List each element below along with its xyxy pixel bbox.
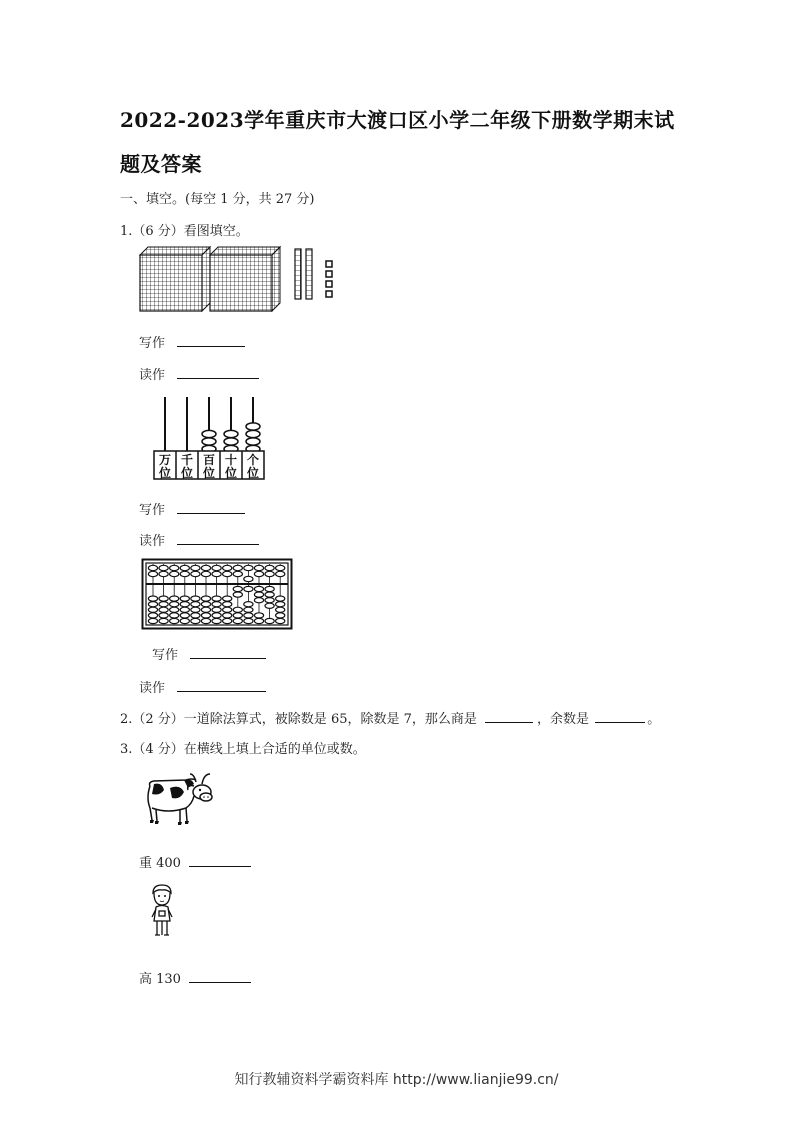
question-2-text: 2.（2 分）一道除法算式，被除数是 65，除数是 7，那么商是 (120, 712, 477, 727)
answer-blank-height[interactable] (189, 968, 251, 983)
write-row-1 (139, 332, 245, 351)
abacus-bead (254, 592, 263, 597)
abacus-bead (170, 565, 179, 570)
abacus-bead (223, 607, 232, 612)
abacus-bead (265, 565, 274, 570)
abacus-bead (180, 596, 189, 601)
abacus-bead (223, 571, 232, 576)
abacus-bead (254, 598, 263, 603)
abacus-bead (180, 618, 189, 623)
thousand-cube-1 (140, 247, 210, 311)
read-row-3 (139, 677, 266, 696)
abacus-bead (170, 618, 179, 623)
abacus-bead (254, 571, 263, 576)
place-label-bai: 百 (202, 453, 216, 467)
read-label: 读作 (139, 681, 166, 696)
abacus-bead (254, 565, 263, 570)
abacus-bead (191, 613, 200, 618)
abacus-bead (159, 607, 168, 612)
abacus-bead (148, 613, 157, 618)
abacus-bead (244, 602, 253, 607)
place-label-shi-wei: 位 (224, 466, 238, 480)
abacus-bead (148, 565, 157, 570)
abacus-bead (276, 565, 285, 570)
abacus-bead (212, 613, 221, 618)
abacus-bead (159, 613, 168, 618)
abacus-bead (201, 618, 210, 623)
weight-label: 重 400 (139, 856, 181, 871)
place-label-wan-wei: 位 (158, 466, 172, 480)
footer-watermark: 知行教辅资料学霸资料库 http://www.lianjie99.cn/ (234, 1072, 559, 1088)
answer-blank-write-2[interactable] (177, 499, 245, 514)
abacus-bead (244, 576, 253, 581)
abacus-bead (148, 618, 157, 623)
abacus-bead (191, 602, 200, 607)
answer-blank-quotient[interactable] (485, 708, 533, 723)
abacus-bead (159, 618, 168, 623)
ten-rods (295, 249, 312, 299)
abacus-bead (276, 602, 285, 607)
abacus-bead (223, 613, 232, 618)
answer-blank-remainder[interactable] (595, 708, 645, 723)
abacus-bead (148, 596, 157, 601)
unit-cubes (326, 261, 332, 297)
abacus-bead (159, 565, 168, 570)
abacus-bead (212, 618, 221, 623)
write-label: 写作 (139, 336, 166, 351)
write-row-2 (139, 499, 245, 518)
answer-blank-weight[interactable] (189, 852, 251, 867)
doc-title-line-2: 题及答案 (120, 152, 202, 176)
place-label-qian-wei: 位 (180, 466, 194, 480)
abacus-bead (265, 586, 274, 591)
suanpan-abacus-figure (141, 558, 293, 630)
abacus-bead (148, 571, 157, 576)
abacus-bead (254, 613, 263, 618)
abacus-bead (201, 613, 210, 618)
abacus-bead (180, 607, 189, 612)
write-row-3 (152, 644, 266, 663)
abacus-bead (233, 565, 242, 570)
abacus-bead (191, 596, 200, 601)
abacus-bead (201, 596, 210, 601)
abacus-bead (244, 613, 253, 618)
read-label: 读作 (139, 534, 166, 549)
abacus-bead (276, 596, 285, 601)
place-label-ge-wei: 位 (246, 466, 260, 480)
abacus-bead (254, 618, 263, 623)
abacus-bead (180, 571, 189, 576)
abacus-bead (191, 607, 200, 612)
abacus-bead (212, 602, 221, 607)
read-row-2 (139, 530, 259, 549)
abacus-bead (233, 592, 242, 597)
place-label-bai-wei: 位 (202, 466, 216, 480)
abacus-bead (170, 602, 179, 607)
abacus-bead (212, 571, 221, 576)
abacus-bead (244, 607, 253, 612)
height-row (139, 968, 251, 987)
answer-blank-read-2[interactable] (177, 530, 259, 545)
place-label-qian: 千 (180, 453, 194, 467)
place-label-wan: 万 (158, 453, 172, 467)
abacus-bead (201, 602, 210, 607)
boy-illustration (147, 883, 177, 941)
abacus-bead (223, 618, 232, 623)
abacus-bead (265, 598, 274, 603)
abacus-bead (265, 571, 274, 576)
abacus-bead (159, 596, 168, 601)
abacus-bead (212, 565, 221, 570)
question-2 (120, 708, 660, 727)
place-label-shi: 十 (224, 453, 238, 467)
question-3-stem: 3.（4 分）在横线上填上合适的单位或数。 (120, 742, 366, 757)
abacus-bead (201, 607, 210, 612)
abacus-bead (244, 565, 253, 570)
abacus-bead (159, 571, 168, 576)
question-2-text-3: 。 (647, 712, 661, 727)
question-2-text-2: ，余数是 (537, 712, 590, 727)
question-1-stem: 1.（6 分）看图填空。 (120, 224, 249, 239)
section-1-header: 一、填空。(每空 1 分，共 27 分) (120, 192, 315, 207)
abacus-bead (170, 571, 179, 576)
abacus-bead (276, 618, 285, 623)
weight-row (139, 852, 251, 871)
answer-blank-read-3[interactable] (177, 677, 266, 692)
thousand-cube-2 (210, 247, 280, 311)
write-label: 写作 (139, 503, 166, 518)
abacus-bead (201, 571, 210, 576)
abacus-bead (265, 592, 274, 597)
abacus-bead (148, 602, 157, 607)
cow-illustration (140, 768, 220, 828)
abacus-bead (159, 602, 168, 607)
doc-title-line-1: 2022-2023学年重庆市大渡口区小学二年级下册数学期末试 (120, 108, 675, 132)
abacus-bead (180, 565, 189, 570)
abacus-bead (265, 603, 274, 608)
read-label: 读作 (139, 368, 166, 383)
abacus-bead (265, 618, 274, 623)
abacus-bead (244, 618, 253, 623)
abacus-bead (223, 596, 232, 601)
abacus-bead (223, 602, 232, 607)
abacus-bead (212, 607, 221, 612)
abacus-bead (170, 596, 179, 601)
abacus-bead (233, 607, 242, 612)
abacus-bead (233, 586, 242, 591)
abacus-bead (233, 618, 242, 623)
abacus-bead (233, 571, 242, 576)
abacus-bead (276, 571, 285, 576)
base-ten-blocks-figure (138, 245, 338, 313)
abacus-bead (201, 565, 210, 570)
abacus-bead (170, 607, 179, 612)
counting-frame-figure (150, 393, 266, 483)
abacus-bead (191, 618, 200, 623)
abacus-bead (223, 565, 232, 570)
abacus-bead (170, 613, 179, 618)
place-label-ge: 个 (246, 453, 260, 467)
answer-blank-read-1[interactable] (177, 364, 259, 379)
answer-blank-write-1[interactable] (177, 332, 245, 347)
abacus-bead (148, 607, 157, 612)
answer-blank-write-3[interactable] (190, 644, 266, 659)
read-row-1 (139, 364, 259, 383)
abacus-bead (212, 596, 221, 601)
write-label: 写作 (152, 648, 179, 663)
abacus-bead (191, 565, 200, 570)
abacus-bead (276, 607, 285, 612)
abacus-bead (244, 586, 253, 591)
abacus-bead (180, 602, 189, 607)
abacus-bead (233, 613, 242, 618)
abacus-bead (180, 613, 189, 618)
abacus-bead (191, 571, 200, 576)
abacus-bead (276, 613, 285, 618)
abacus-bead (254, 586, 263, 591)
height-label: 高 130 (139, 972, 181, 987)
